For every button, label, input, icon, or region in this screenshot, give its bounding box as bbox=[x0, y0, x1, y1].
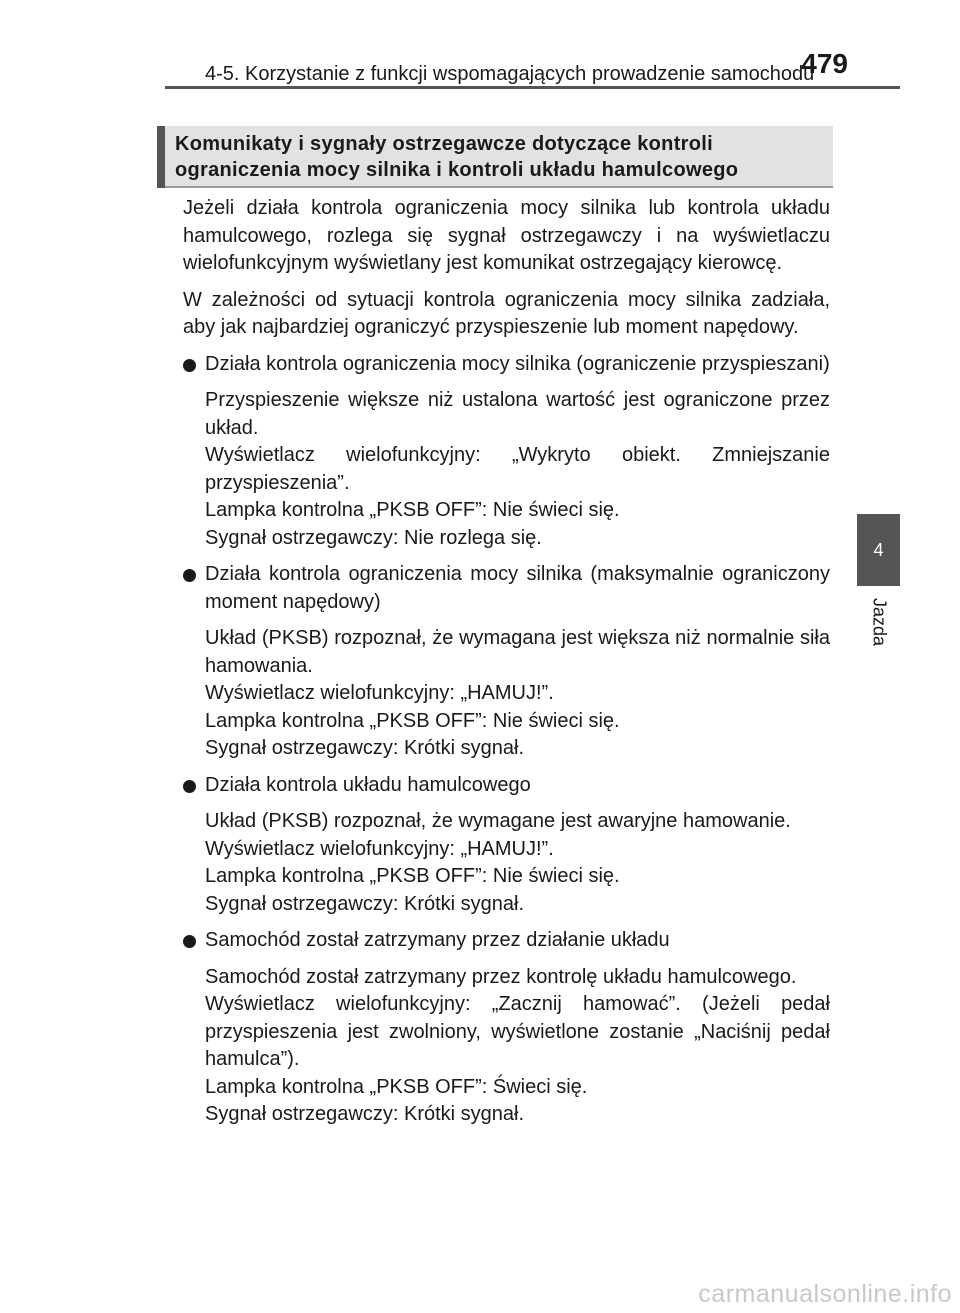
bullet-dot-icon bbox=[183, 780, 196, 793]
bullet-heading bbox=[183, 561, 830, 616]
chapter-tab-number: 4 bbox=[873, 540, 884, 560]
bullet-heading bbox=[183, 351, 830, 379]
list-item bbox=[183, 351, 830, 553]
header-divider bbox=[165, 86, 900, 89]
intro-paragraph: Jeżeli działa kontrola ograniczenia mocy silnika lub kontrola układu hamulcowego, rozlega się sygnał ostrzegawczy i na wyświetlaczu wielofunkcyjnym wyświetlany jest komunikat ostrzegający kierowcę. bbox=[183, 197, 830, 274]
detail-line: Lampka kontrolna „PKSB OFF”: Nie świeci się. bbox=[205, 865, 620, 887]
list-item bbox=[183, 772, 830, 919]
intro-paragraph: W zależności od sytuacji kontrola ograniczenia mocy silnika zadziała, aby jak najbardziej ograniczyć przyspieszenie lub moment napędowy. bbox=[183, 288, 830, 338]
page-body bbox=[183, 195, 830, 1138]
chapter-title: 4-5. Korzystanie z funkcji wspomagających prowadzenie samochodu bbox=[205, 63, 815, 85]
bullet-heading-text: Działa kontrola ograniczenia mocy silnika (maksymalnie ograniczony moment napędowy) bbox=[205, 563, 830, 613]
detail-line: Lampka kontrolna „PKSB OFF”: Nie świeci się. bbox=[205, 499, 620, 521]
bullet-heading-text: Działa kontrola ograniczenia mocy silnika (ograniczenie przyspieszani) bbox=[205, 352, 830, 375]
bullet-details bbox=[183, 808, 830, 918]
list-item bbox=[183, 927, 830, 1129]
list-item bbox=[183, 561, 830, 763]
bullet-dot-icon bbox=[183, 359, 196, 372]
section-title: Komunikaty i sygnały ostrzegawcze dotyczące kontroli ograniczenia mocy silnika i kontroli układu hamulcowego bbox=[175, 133, 739, 181]
bullet-details bbox=[183, 625, 830, 763]
detail-line: Samochód został zatrzymany przez kontrolę układu hamulcowego. bbox=[205, 965, 797, 988]
bullet-heading bbox=[183, 927, 830, 955]
chapter-side-label-text: Jazda bbox=[869, 597, 890, 647]
watermark: carmanualsonline.info bbox=[698, 1280, 952, 1308]
detail-line: Wyświetlacz wielofunkcyjny: „HAMUJ!”. bbox=[205, 682, 554, 704]
chapter-tab bbox=[857, 514, 900, 586]
bullet-dot-icon bbox=[183, 935, 196, 948]
section-accent-bar bbox=[157, 126, 165, 188]
bullet-dot-icon bbox=[183, 569, 196, 582]
detail-line: Wyświetlacz wielofunkcyjny: „HAMUJ!”. bbox=[205, 837, 554, 860]
section-heading-box bbox=[157, 126, 833, 188]
bullet-heading bbox=[183, 772, 830, 800]
bullet-heading-text: Samochód został zatrzymany przez działanie układu bbox=[205, 929, 670, 951]
detail-line: Przyspieszenie większe niż ustalona wartość jest ograniczone przez układ. bbox=[205, 389, 830, 439]
detail-line: Sygnał ostrzegawczy: Krótki sygnał. bbox=[205, 892, 525, 915]
detail-line: Układ (PKSB) rozpoznał, że wymagane jest awaryjne hamowanie. bbox=[205, 810, 791, 832]
bullet-details bbox=[183, 387, 830, 552]
detail-line: Sygnał ostrzegawczy: Krótki sygnał. bbox=[205, 737, 525, 759]
bullet-details bbox=[183, 964, 830, 1129]
detail-line: Sygnał ostrzegawczy: Nie rozlega się. bbox=[205, 526, 542, 549]
detail-line: Układ (PKSB) rozpoznał, że wymagana jest większa niż normalnie siła hamowania. bbox=[205, 627, 830, 677]
bullet-heading-text: Działa kontrola układu hamulcowego bbox=[205, 773, 531, 796]
detail-line: Wyświetlacz wielofunkcyjny: „Wykryto obiekt. Zmniejszanie przyspieszenia”. bbox=[205, 444, 830, 494]
detail-line: Sygnał ostrzegawczy: Krótki sygnał. bbox=[205, 1103, 525, 1125]
chapter-side-label bbox=[862, 592, 896, 652]
page-number: 479 bbox=[801, 48, 848, 79]
detail-line: Lampka kontrolna „PKSB OFF”: Nie świeci się. bbox=[205, 709, 620, 732]
detail-line: Lampka kontrolna „PKSB OFF”: Świeci się. bbox=[205, 1075, 588, 1098]
detail-line: Wyświetlacz wielofunkcyjny: „Zacznij hamować”. (Jeżeli pedał przyspieszenia jest zwolniony, wyświetlone zostanie „Naciśnij pedał hamulca”). bbox=[205, 993, 830, 1070]
